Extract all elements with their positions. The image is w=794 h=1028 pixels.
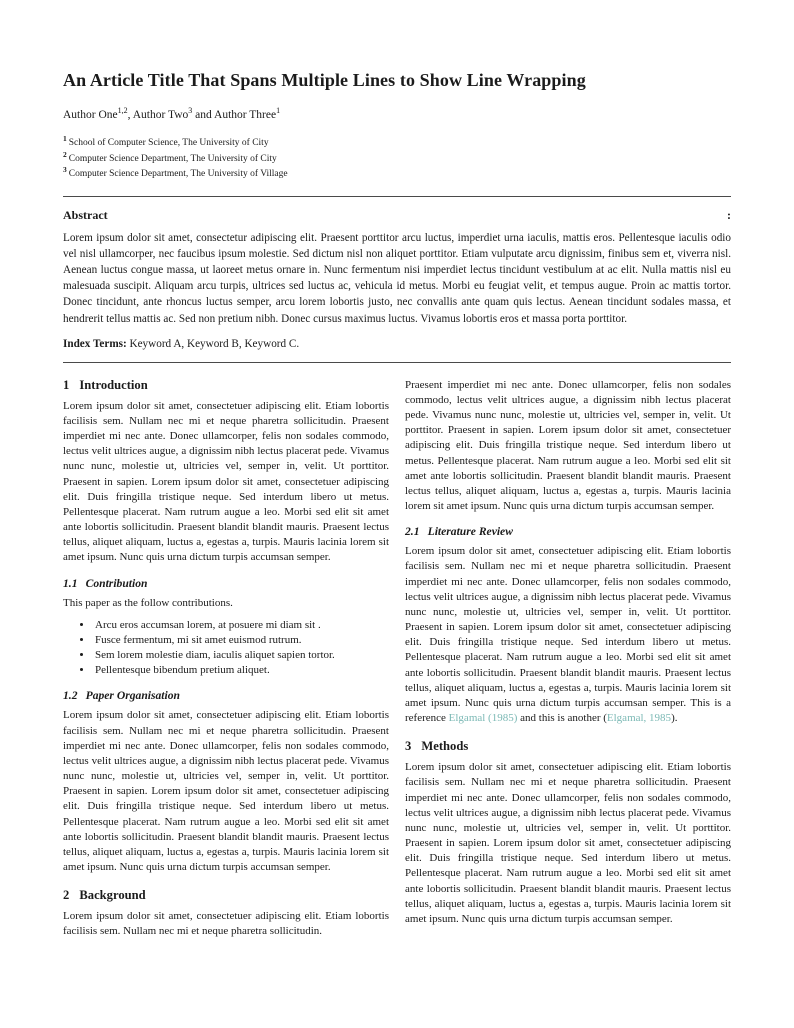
section-title: Background (79, 888, 146, 903)
author-name-3: Author Three (214, 108, 277, 121)
paper-content (0, 70, 794, 942)
affiliation-marker: 1 (63, 133, 67, 143)
bullet-item: • Arcu eros accumsan lorem, at posuere mi diam sit . (93, 618, 389, 633)
bullet-item: • Pellentesque bibendum pretium aliquet. (93, 663, 389, 678)
introduction-paragraph: Lorem ipsum dolor sit amet, consectetuer adipiscing elit. Etiam lobortis facilisis sem. Nullam nec mi et neque pharetra sollicitudin. Praesent imperdiet mi nec ante. Donec ullamcorper, felis non sodales commodo, lectus velit ultrices augue, a dignissim nibh lectus placerat pede. Vivamus nunc nunc, molestie ut, ultricies vel, semper in, velit. Ut porttitor. Praesent in sapien. Lorem ipsum dolor sit amet, consectetuer adipiscing elit. Duis fringilla tristique neque. Sed interdum libero ut metus. Pellentesque placerat. Nam rutrum augue a leo. Morbi sed elit sit amet ante lobortis sollicitudin. Praesent blandit blandit mauris. Praesent lectus tellus, aliquet aliquam, luctus a, egestas a, turpis. Mauris lacinia lorem sit amet ipsum. Nunc quis urna dictum turpis accumsan semper. (63, 399, 389, 564)
section-title: Methods (421, 739, 469, 754)
affiliation-item (63, 150, 731, 166)
bullet-item: • Sem lorem molestie diam, iaculis aliquet sapien tortor. (93, 648, 389, 663)
affiliation-text: Computer Science Department, The University of City (68, 153, 277, 164)
author-name-2: Author Two (132, 108, 189, 121)
citation-between-text: and this is another ( (517, 712, 607, 725)
affiliation-text: Computer Science Department, The University of Village (68, 169, 288, 180)
section-title: Paper Organisation (85, 689, 180, 703)
abstract-heading: Abstract (63, 207, 108, 222)
abstract-heading-row (63, 208, 731, 223)
authors-line (63, 106, 731, 121)
contribution-bullet-list (93, 618, 389, 679)
abstract-corner-mark: : (727, 207, 731, 222)
author-sup-2: 3 (188, 106, 193, 115)
literature-review-paragraph (405, 544, 731, 726)
column-right (405, 378, 731, 942)
two-column-body (63, 378, 731, 942)
background-paragraph-left: Lorem ipsum dolor sit amet, consectetuer adipiscing elit. Etiam lobortis facilisis sem. Nullam nec mi et neque pharetra sollicitudin. (63, 910, 389, 938)
section-title: Contribution (85, 576, 148, 590)
section-number: 1 (63, 377, 70, 392)
column-left (63, 378, 389, 942)
affiliation-marker: 2 (63, 149, 67, 159)
index-terms-label: Index Terms: (63, 337, 127, 350)
section-number: 3 (405, 739, 412, 754)
section-heading-methods (405, 739, 731, 754)
affiliations-list (63, 134, 731, 181)
author-separator-2: and (192, 108, 215, 121)
paper-title: An Article Title That Spans Multiple Lines to Show Line Wrapping (63, 70, 586, 90)
abstract-top-rule (63, 196, 731, 197)
methods-paragraph: Lorem ipsum dolor sit amet, consectetuer adipiscing elit. Etiam lobortis facilisis sem. Nullam nec mi et neque pharetra sollicitudin. Praesent imperdiet mi nec ante. Donec ullamcorper, felis non sodales commodo, lectus velit ultrices augue, a dignissim nibh lectus placerat pede. Vivamus nunc nunc, molestie ut, ultricies vel, semper in, velit. Ut porttitor. Praesent in sapien. Lorem ipsum dolor sit amet, consectetuer adipiscing elit. Duis fringilla tristique neque. Sed interdum libero ut metus. Pellentesque placerat. Nam rutrum augue a leo. Morbi sed elit sit amet ante lobortis sollicitudin. Praesent blandit blandit mauris. Praesent lectus tellus, aliquet aliquam, luctus a, egestas a, turpis. Mauris lacinia lorem sit amet ipsum. Nunc quis urna dictum turpis accumsan semper. (405, 761, 731, 925)
affiliation-marker: 3 (63, 165, 67, 175)
section-heading-literature-review (405, 525, 731, 538)
section-number: 2 (63, 888, 70, 903)
paper-organisation-paragraph: Lorem ipsum dolor sit amet, consectetuer adipiscing elit. Etiam lobortis facilisis sem. Nullam nec mi et neque pharetra sollicitudin. Praesent imperdiet mi nec ante. Donec ullamcorper, felis non sodales commodo, lectus velit ultrices augue, a dignissim nibh lectus placerat pede. Vivamus nunc nunc, molestie ut, ultricies vel, semper in, velit. Ut porttitor. Praesent in sapien. Lorem ipsum dolor sit amet, consectetuer adipiscing elit. Duis fringilla tristique neque. Sed interdum libero ut metus. Pellentesque placerat. Nam rutrum augue a leo. Morbi sed elit sit amet ante lobortis sollicitudin. Praesent blandit blandit mauris. Praesent lectus tellus, aliquet aliquam, luctus a, egestas a, turpis. Mauris lacinia lorem sit amet ipsum. Nunc quis urna dictum turpis accumsan semper. (63, 709, 389, 874)
author-name-1: Author One (63, 108, 118, 121)
section-heading-paper-organisation (63, 689, 389, 702)
citation-link-elgamal-1985-parenthetical[interactable]: Elgamal, 1985 (606, 712, 672, 725)
section-number: 2.1 (405, 525, 420, 539)
section-number: 1.1 (63, 576, 78, 590)
citation-lead-text: This is a reference (405, 696, 731, 725)
contribution-lead: This paper as the follow contributions. (63, 596, 233, 609)
bullet-item: • Fusce fermentum, mi sit amet euismod rutrum. (93, 633, 389, 648)
section-number: 1.2 (63, 689, 78, 703)
background-paragraph-continued: Praesent imperdiet mi nec ante. Donec ullamcorper, felis non sodales commodo, lectus velit ultrices augue, a dignissim nibh lectus placerat pede. Vivamus nunc nunc, molestie ut, ultricies vel, semper in, velit. Ut porttitor. Praesent in sapien. Lorem ipsum dolor sit amet, consectetuer adipiscing elit. Duis fringilla tristique neque. Sed interdum libero ut metus. Pellentesque placerat. Nam rutrum augue a leo. Morbi sed elit sit amet ante lobortis sollicitudin. Praesent blandit blandit mauris. Praesent lectus tellus, aliquet aliquam, luctus a, egestas a, turpis. Mauris lacinia lorem sit amet ipsum. Nunc quis urna dictum turpis accumsan semper. (405, 378, 731, 513)
section-title: Introduction (79, 377, 148, 392)
literature-review-text: Lorem ipsum dolor sit amet, consectetuer adipiscing elit. Etiam lobortis facilisis sem. Nullam nec mi et neque pharetra sollicitudin. Praesent imperdiet mi nec ante. Donec ullamcorper, felis non sodales commodo, lectus velit ultrices augue, a dignissim nibh lectus placerat pede. Vivamus nunc nunc, molestie ut, ultricies vel, semper in, velit. Ut porttitor. Praesent in sapien. Lorem ipsum dolor sit amet, consectetuer adipiscing elit. Duis fringilla tristique neque. Sed interdum libero ut metus. Pellentesque placerat. Nam rutrum augue a leo. Morbi sed elit sit amet ante lobortis sollicitudin. Praesent blandit blandit mauris. Praesent lectus tellus, aliquet aliquam, luctus a, egestas a, turpis. Mauris lacinia lorem sit amet ipsum. Nunc quis urna dictum turpis accumsan semper. (405, 545, 731, 709)
abstract-bottom-rule (63, 362, 731, 363)
affiliation-item (63, 165, 731, 181)
section-heading-introduction (63, 378, 389, 393)
citation-after-text: ). (671, 712, 678, 725)
index-terms-values: Keyword A, Keyword B, Keyword C. (126, 337, 300, 350)
section-title: Literature Review (427, 525, 513, 539)
citation-link-elgamal-1985[interactable]: Elgamal (1985) (448, 712, 518, 725)
author-separator-1: , (127, 108, 133, 121)
section-heading-background (63, 888, 389, 903)
index-terms-line (63, 338, 731, 350)
author-sup-3: 1 (276, 106, 281, 115)
abstract-body: Lorem ipsum dolor sit amet, consectetur adipiscing elit. Praesent porttitor arcu luctus, imperdiet urna iaculis, mattis eros. Pellentesque iaculis odio vel nisl ullamcorper, nec faucibus ipsum molestie. Sed dictum nisl non aliquet porttitor. Etiam vulputate arcu dignissim, finibus sem et, viverra nisl. Aenean luctus congue massa, ut laoreet metus ornare in. Nunc fermentum nisi imperdiet lectus tincidunt vestibulum at ac elit. Nulla mattis nisl eu malesuada suscipit. Aliquam arcu turpis, ultrices sed luctus ac, vehicula id metus. Morbi eu feugiat velit, et tempus augue. Proin ac mattis tortor. Donec tincidunt, ante rhoncus luctus semper, arcu lorem lobortis justo, nec convallis ante quam quis lectus. Aenean tincidunt sodales massa, et hendrerit tellus mattis ac. Sed non pretium nibh. Donec cursus maximus luctus. Vivamus lobortis eros et massa porta porttitor. (63, 231, 731, 325)
author-sup-1: 1,2 (117, 106, 128, 115)
affiliation-item (63, 134, 731, 150)
section-heading-contribution (63, 577, 389, 590)
affiliation-text: School of Computer Science, The University of City (68, 137, 269, 148)
